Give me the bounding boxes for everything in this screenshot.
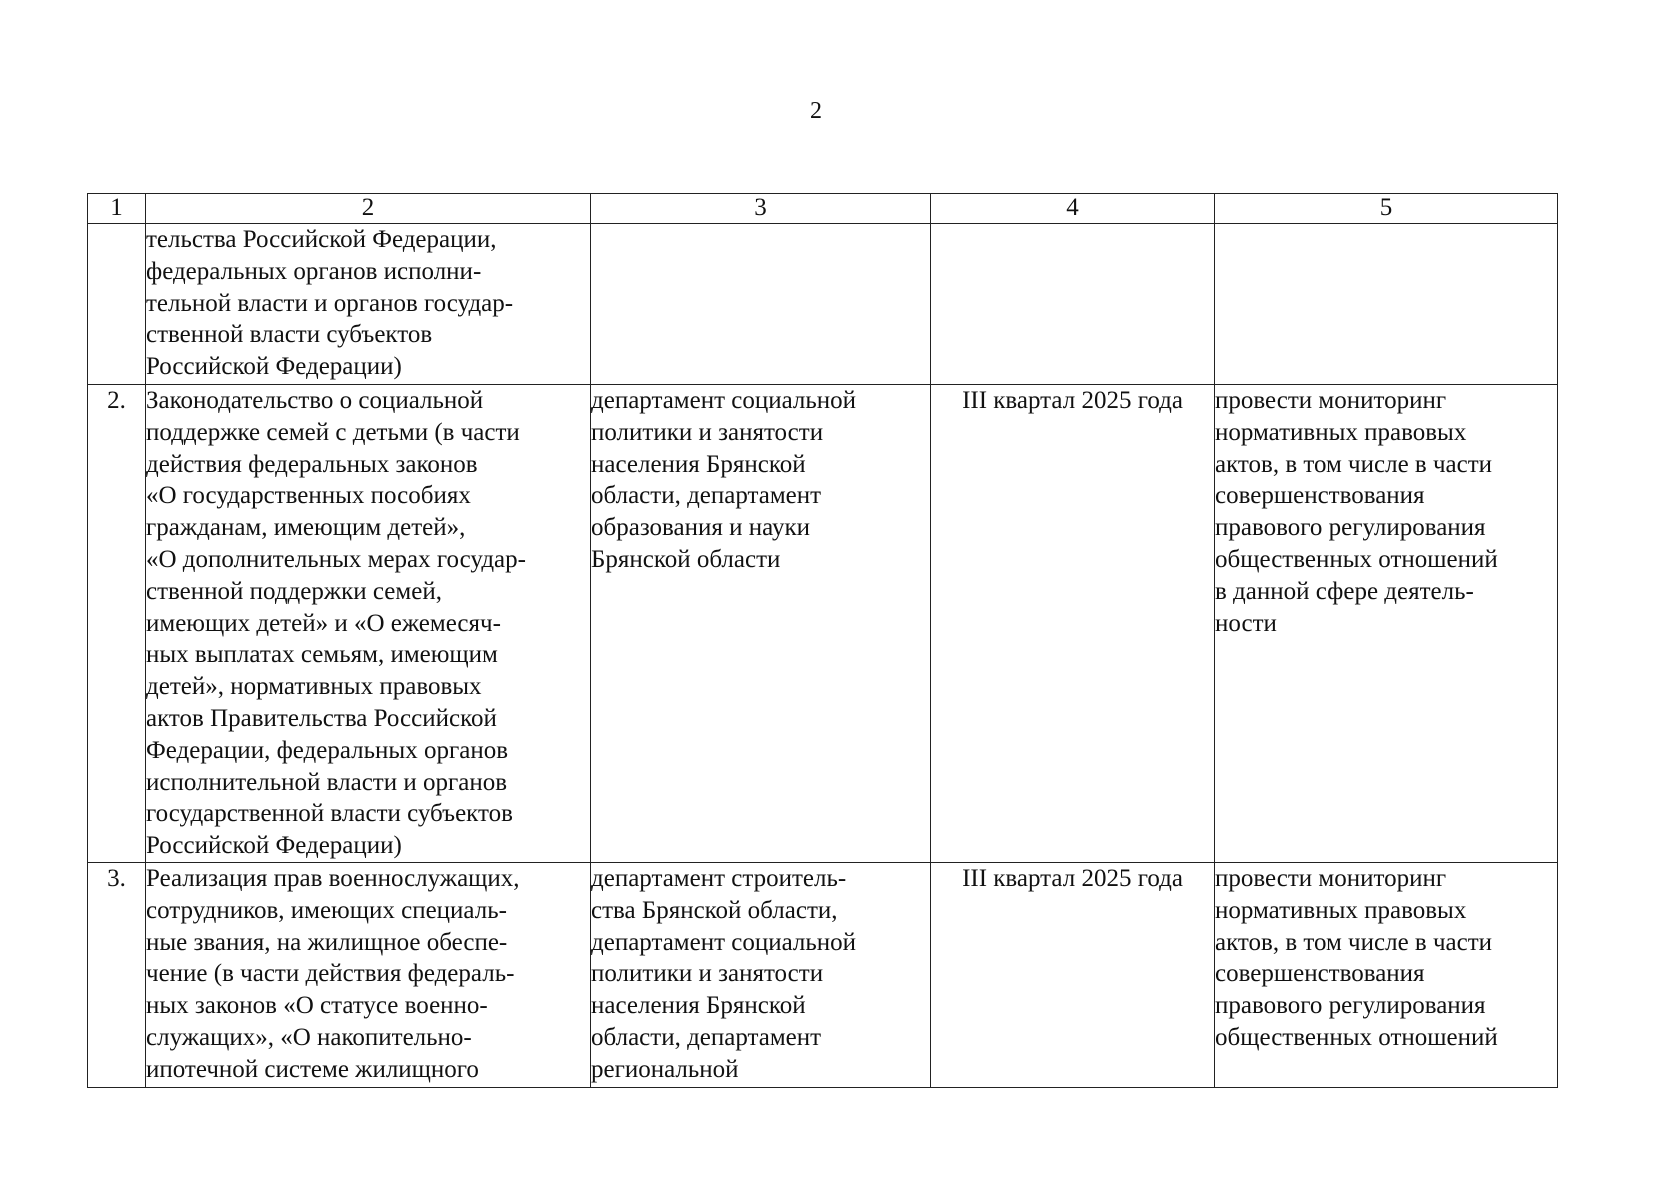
- row-description: Законодательство о социальной поддержке семей с детьми (в части действия федеральных законов «О государственных пособиях гражданам, имеющим детей», «О дополнительных мерах государ- ственной поддержки семей, имеющих детей» и «О ежемесяч- ных выплатах семьям, имеющим детей», нормативных правовых актов Правительства Российской Федерации, федеральных органов исполнительной власти и органов государственной власти субъектов Российской Федерации): [146, 385, 591, 863]
- column-header-4: 4: [931, 194, 1215, 224]
- row-description: Реализация прав военнослужащих, сотрудников, имеющих специаль- ные звания, на жилищное обеспе- чение (в части действия федераль- ных законов «О статусе военно- служащих», «О накопительно- ипотечной системе жилищного: [146, 863, 591, 1088]
- row-deadline: III квартал 2025 года: [931, 385, 1215, 863]
- column-header-1: 1: [88, 194, 146, 224]
- row-deadline: [931, 224, 1215, 385]
- row-number: 2.: [88, 385, 146, 863]
- row-action: провести мониторинг нормативных правовых актов, в том числе в части совершенствования правового регулирования общественных отношений: [1215, 863, 1558, 1088]
- table-row: [88, 863, 1558, 1088]
- row-responsible: департамент социальной политики и занятости населения Брянской области, департамент образования и науки Брянской области: [591, 385, 931, 863]
- column-header-3: 3: [591, 194, 931, 224]
- row-responsible: [591, 224, 931, 385]
- column-header-2: 2: [146, 194, 591, 224]
- row-number: [88, 224, 146, 385]
- table-row: [88, 385, 1558, 863]
- table-row: [88, 224, 1558, 385]
- column-header-5: 5: [1215, 194, 1558, 224]
- row-action: [1215, 224, 1558, 385]
- page-number: 2: [810, 98, 822, 124]
- row-deadline: III квартал 2025 года: [931, 863, 1215, 1088]
- table-header-row: [88, 194, 1558, 224]
- row-responsible: департамент строитель- ства Брянской области, департамент социальной политики и занятости населения Брянской области, департамент региональной: [591, 863, 931, 1088]
- row-action: провести мониторинг нормативных правовых актов, в том числе в части совершенствования правового регулирования общественных отношений в данной сфере деятель- ности: [1215, 385, 1558, 863]
- monitoring-plan-table: [87, 193, 1558, 1088]
- row-number: 3.: [88, 863, 146, 1088]
- row-description: тельства Российской Федерации, федеральных органов исполни- тельной власти и органов государ- ственной власти субъектов Российской Федерации): [146, 224, 591, 385]
